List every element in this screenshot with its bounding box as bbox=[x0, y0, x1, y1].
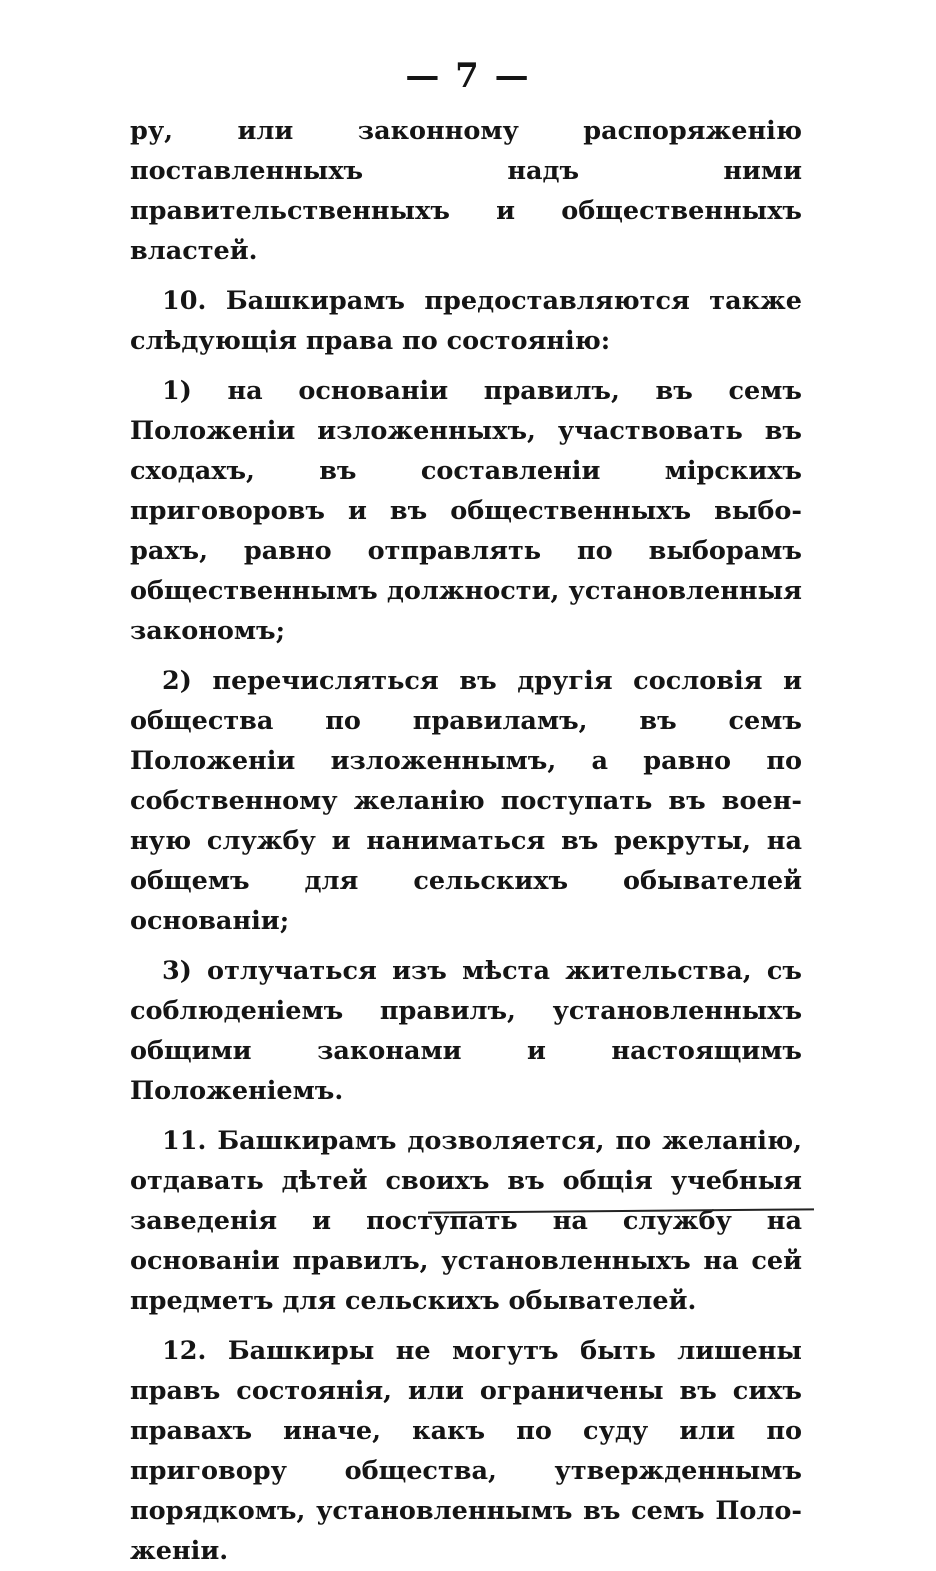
article-12: 12. Башкиры не могутъ быть лишены правъ состоянія, или ограничены въ сихъ правахъ иначе, какъ по суду или по приговору общества, утвержденнымъ порядкомъ, установленнымъ въ семъ Положеніи. bbox=[130, 1336, 802, 1566]
article-10-item-3: 3) отлучаться изъ мѣста жительства, съ соблюденіемъ правилъ, установленныхъ общими законами и настоящимъ Положеніемъ. bbox=[130, 956, 802, 1106]
article-10: 10. Башкирамъ предоставляются также слѣдующія права по состоянію: bbox=[130, 286, 802, 356]
article-10-item-2: 2) перечисляться въ другія сословія и общества по правиламъ, въ семъ Положеніи изложеннымъ, а равно по собственному желанію поступать въ военную службу и наниматься въ рекруты, на общемъ для сельскихъ обывателей основаніи; bbox=[130, 666, 802, 936]
article-10-item-1: 1) на основаніи правилъ, въ семъ Положеніи изложенныхъ, участвовать въ сходахъ, въ составленіи мірскихъ приговоровъ и въ общественныхъ выборахъ, равно отправлять по выборамъ общественнымъ должности, установленныя закономъ; bbox=[130, 376, 802, 646]
page-number: — 7 — bbox=[405, 56, 531, 96]
paragraph-continuation: ру, или законному распоряженію поставленныхъ надъ ними правительственныхъ и общественныхъ властей. bbox=[130, 116, 802, 266]
article-11: 11. Башкирамъ дозволяется, по желанію, отдавать дѣтей своихъ въ общія учебныя заведенія и поступать на службу на основаніи правилъ, установленныхъ на сей предметъ для сельскихъ обывателей. bbox=[130, 1126, 802, 1316]
body-text bbox=[130, 111, 802, 1571]
